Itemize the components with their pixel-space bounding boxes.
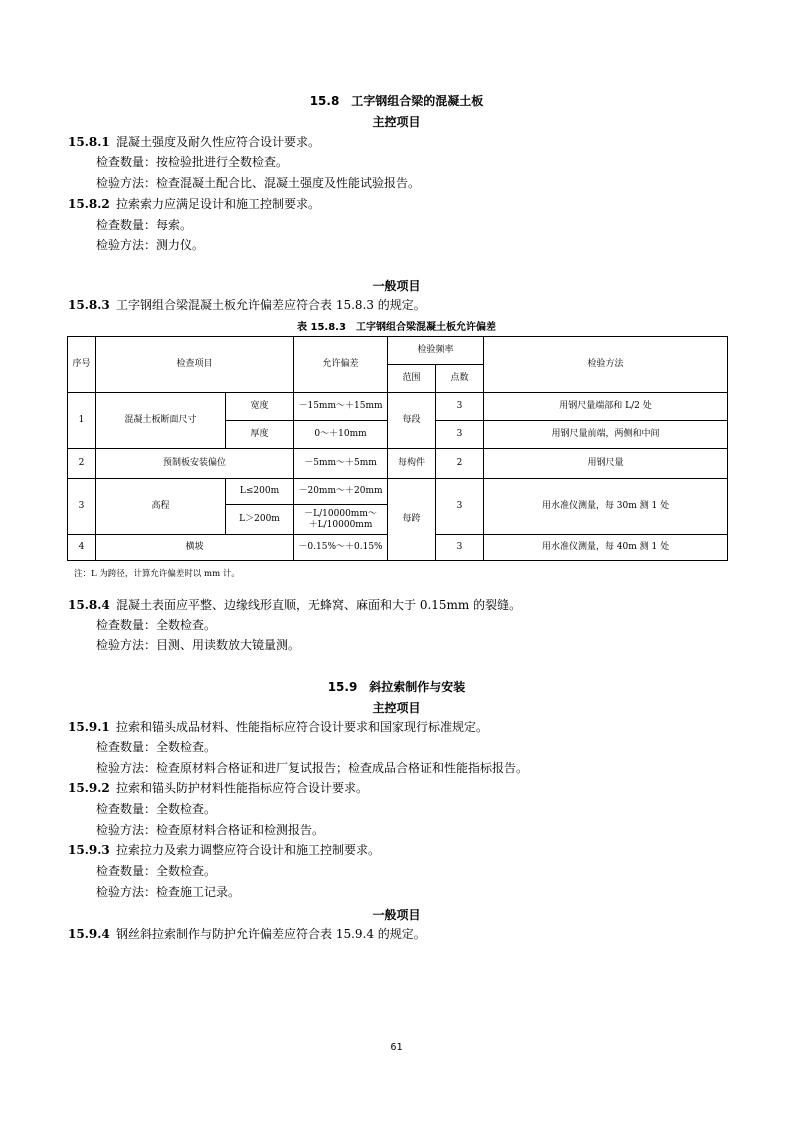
table-header-row — [68, 337, 728, 365]
clause-text: 钢丝斜拉索制作与防护允许偏差应符合表 15.9.4 的规定。 — [116, 927, 426, 941]
tolerance-table — [67, 336, 728, 561]
inspection-method: 检验方法：测力仪。 — [96, 238, 205, 252]
cell-tolerance: －20mm～＋20mm — [294, 479, 388, 505]
cell-item: 混凝土板断面尺寸 — [96, 393, 226, 449]
cell-item: 横坡 — [96, 535, 294, 561]
clause-text: 工字钢组合梁混凝土板允许偏差应符合表 15.8.3 的规定。 — [116, 298, 426, 312]
header-no: 序号 — [68, 337, 96, 393]
header-item: 检查项目 — [96, 337, 294, 393]
clause-number: 15.9.2 — [68, 781, 110, 795]
table-row — [68, 393, 728, 421]
clause-text: 拉索索力应满足设计和施工控制要求。 — [116, 197, 321, 211]
clause-number: 15.8.1 — [68, 135, 110, 149]
clause-number: 15.8.2 — [68, 197, 110, 211]
inspection-method: 检验方法：检查原材料合格证和检测报告。 — [96, 823, 325, 837]
inspection-quantity: 检查数量：每索。 — [96, 218, 193, 232]
header-points: 点数 — [436, 365, 484, 393]
clause-text: 拉索和锚头防护材料性能指标应符合设计要求。 — [116, 781, 369, 795]
cell-points: 3 — [436, 393, 484, 421]
clause-15-9-3 — [68, 843, 380, 857]
cell-tolerance: －5mm～＋5mm — [294, 449, 388, 479]
cell-method: 用钢尺量 — [484, 449, 728, 479]
clause-number: 15.8.3 — [68, 298, 110, 312]
clause-number: 15.9.4 — [68, 927, 110, 941]
inspection-quantity: 检查数量：全数检查。 — [96, 740, 217, 754]
cell-method: 用钢尺量端部和 L/2 处 — [484, 393, 728, 421]
header-tolerance: 允许偏差 — [294, 337, 388, 393]
clause-number: 15.9.1 — [68, 720, 110, 734]
inspection-method: 检验方法：检查混凝土配合比、混凝土强度及性能试验报告。 — [96, 176, 421, 190]
inspection-method: 检验方法：检查原材料合格证和进厂复试报告；检查成品合格证和性能指标报告。 — [96, 761, 529, 775]
clause-number: 15.8.4 — [68, 598, 110, 612]
clause-15-9-4 — [68, 927, 426, 941]
clause-15-8-3 — [68, 298, 426, 312]
cell-method: 用水准仪测量，每 30m 测 1 处 — [484, 479, 728, 535]
cell-no: 4 — [68, 535, 96, 561]
page-number: 61 — [390, 1042, 403, 1053]
inspection-quantity: 检查数量：全数检查。 — [96, 618, 217, 632]
header-method: 检验方法 — [484, 337, 728, 393]
clause-text: 拉索和锚头成品材料、性能指标应符合设计要求和国家现行标准规定。 — [116, 720, 489, 734]
cell-method: 用钢尺量前端，两侧和中间 — [484, 421, 728, 449]
clause-text: 混凝土表面应平整、边缘线形直顺，无蜂窝、麻面和大于 0.15mm 的裂缝。 — [116, 598, 522, 612]
inspection-method: 检验方法：检查施工记录。 — [96, 885, 241, 899]
cell-subitem: 宽度 — [226, 393, 294, 421]
inspection-quantity: 检查数量：按检验批进行全数检查。 — [96, 155, 289, 169]
tolerance-line: －L/10000mm～ — [304, 508, 377, 519]
clause-number: 15.9.3 — [68, 843, 110, 857]
header-range: 范围 — [388, 365, 436, 393]
cell-subitem: L＞200m — [226, 505, 294, 535]
main-items-heading: 主控项目 — [372, 115, 421, 129]
general-items-heading: 一般项目 — [372, 908, 421, 922]
cell-no: 3 — [68, 479, 96, 535]
clause-15-8-4 — [68, 598, 521, 612]
cell-no: 1 — [68, 393, 96, 449]
cell-subitem: 厚度 — [226, 421, 294, 449]
cell-subitem: L≤200m — [226, 479, 294, 505]
clause-15-8-2 — [68, 197, 320, 211]
inspection-quantity: 检查数量：全数检查。 — [96, 864, 217, 878]
clause-15-8-1 — [68, 135, 320, 149]
cell-tolerance: －15mm～＋15mm — [294, 393, 388, 421]
main-items-heading: 主控项目 — [372, 701, 421, 715]
cell-tolerance: 0～＋10mm — [294, 421, 388, 449]
section-title-15-8: 15.8 工字钢组合梁的混凝土板 — [309, 94, 484, 108]
clause-15-9-1 — [68, 720, 488, 734]
cell-points: 3 — [436, 421, 484, 449]
cell-range: 每跨 — [388, 479, 436, 561]
cell-no: 2 — [68, 449, 96, 479]
inspection-quantity: 检查数量：全数检查。 — [96, 802, 217, 816]
cell-item: 高程 — [96, 479, 226, 535]
cell-method: 用水准仪测量，每 40m 测 1 处 — [484, 535, 728, 561]
cell-item: 预制板安装偏位 — [96, 449, 294, 479]
clause-text: 拉索拉力及索力调整应符合设计和施工控制要求。 — [116, 843, 381, 857]
header-frequency: 检验频率 — [388, 337, 484, 365]
table-note: 注：L 为跨径，计算允许偏差时以 mm 计。 — [74, 569, 240, 579]
cell-range: 每段 — [388, 393, 436, 449]
clause-text: 混凝土强度及耐久性应符合设计要求。 — [116, 135, 321, 149]
inspection-method: 检验方法：目测、用读数放大镜量测。 — [96, 638, 301, 652]
cell-points: 3 — [436, 535, 484, 561]
table-row — [68, 449, 728, 479]
cell-tolerance: －0.15%～＋0.15% — [294, 535, 388, 561]
general-items-heading: 一般项目 — [372, 279, 421, 293]
clause-15-9-2 — [68, 781, 368, 795]
tolerance-line: ＋L/10000mm — [308, 519, 373, 530]
cell-tolerance — [294, 505, 388, 535]
cell-points: 2 — [436, 449, 484, 479]
table-caption: 表 15.8.3 工字钢组合梁混凝土板允许偏差 — [297, 322, 496, 333]
table-row — [68, 479, 728, 505]
section-title-15-9: 15.9 斜拉索制作与安装 — [327, 680, 466, 694]
cell-points: 3 — [436, 479, 484, 535]
cell-range: 每构件 — [388, 449, 436, 479]
